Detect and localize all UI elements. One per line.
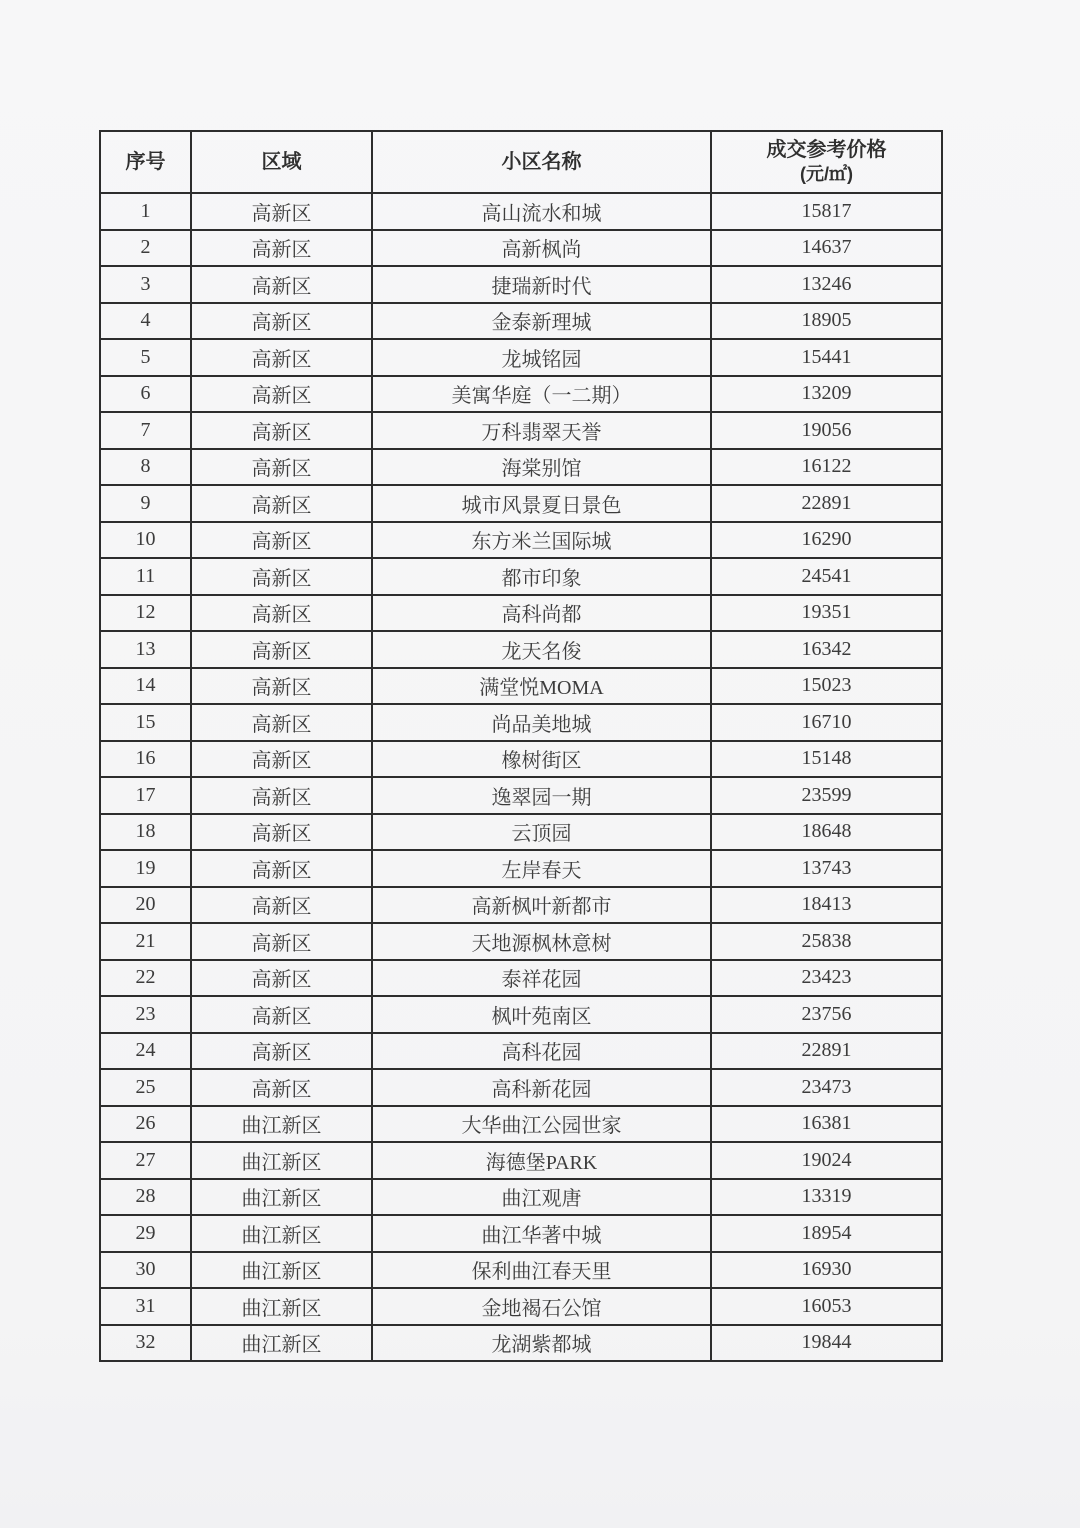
- cell-index: 13: [100, 631, 191, 668]
- cell-index: 30: [100, 1252, 191, 1289]
- table-row: [100, 777, 942, 814]
- cell-district: 高新区: [191, 1033, 372, 1070]
- cell-price: 19024: [711, 1142, 942, 1179]
- cell-price: 15441: [711, 339, 942, 376]
- cell-community: 橡树街区: [372, 741, 711, 778]
- cell-district: 曲江新区: [191, 1106, 372, 1143]
- cell-price: 18413: [711, 887, 942, 924]
- cell-price: 14637: [711, 230, 942, 267]
- table-body: [100, 193, 942, 1361]
- table-row: [100, 266, 942, 303]
- cell-district: 高新区: [191, 960, 372, 997]
- cell-index: 14: [100, 668, 191, 705]
- cell-community: 城市风景夏日景色: [372, 485, 711, 522]
- table-row: [100, 339, 942, 376]
- table-row: [100, 1069, 942, 1106]
- table-row: [100, 1288, 942, 1325]
- cell-community: 龙湖紫都城: [372, 1325, 711, 1362]
- cell-community: 保利曲江春天里: [372, 1252, 711, 1289]
- cell-index: 6: [100, 376, 191, 413]
- cell-district: 高新区: [191, 266, 372, 303]
- header-row: [100, 131, 942, 193]
- table-row: [100, 1142, 942, 1179]
- cell-index: 18: [100, 814, 191, 851]
- cell-community: 万科翡翠天誉: [372, 412, 711, 449]
- cell-price: 16342: [711, 631, 942, 668]
- cell-index: 12: [100, 595, 191, 632]
- cell-district: 高新区: [191, 339, 372, 376]
- cell-district: 高新区: [191, 303, 372, 340]
- cell-community: 满堂悦MOMA: [372, 668, 711, 705]
- table-row: [100, 704, 942, 741]
- cell-district: 高新区: [191, 485, 372, 522]
- cell-community: 龙天名俊: [372, 631, 711, 668]
- table-row: [100, 193, 942, 230]
- price-header-unit: (元/㎡): [800, 164, 853, 185]
- cell-index: 22: [100, 960, 191, 997]
- table-row: [100, 1106, 942, 1143]
- cell-price: 18648: [711, 814, 942, 851]
- cell-community: 都市印象: [372, 558, 711, 595]
- cell-price: 19844: [711, 1325, 942, 1362]
- col-header-district: 区域: [191, 131, 372, 193]
- table-row: [100, 960, 942, 997]
- cell-district: 曲江新区: [191, 1215, 372, 1252]
- cell-community: 高科尚都: [372, 595, 711, 632]
- table-row: [100, 1252, 942, 1289]
- cell-community: 左岸春天: [372, 850, 711, 887]
- cell-district: 高新区: [191, 850, 372, 887]
- cell-community: 高科花园: [372, 1033, 711, 1070]
- cell-district: 高新区: [191, 558, 372, 595]
- cell-community: 美寓华庭（一二期）: [372, 376, 711, 413]
- cell-index: 3: [100, 266, 191, 303]
- cell-index: 4: [100, 303, 191, 340]
- cell-community: 海棠别馆: [372, 449, 711, 486]
- table-row: [100, 412, 942, 449]
- cell-district: 高新区: [191, 777, 372, 814]
- cell-community: 高山流水和城: [372, 193, 711, 230]
- cell-district: 高新区: [191, 741, 372, 778]
- cell-community: 曲江观唐: [372, 1179, 711, 1216]
- cell-district: 曲江新区: [191, 1325, 372, 1362]
- table-row: [100, 1325, 942, 1362]
- cell-price: 16053: [711, 1288, 942, 1325]
- cell-price: 16710: [711, 704, 942, 741]
- cell-price: 15148: [711, 741, 942, 778]
- cell-district: 曲江新区: [191, 1252, 372, 1289]
- cell-index: 26: [100, 1106, 191, 1143]
- table-row: [100, 303, 942, 340]
- cell-district: 高新区: [191, 814, 372, 851]
- cell-community: 海德堡PARK: [372, 1142, 711, 1179]
- cell-price: 13743: [711, 850, 942, 887]
- cell-community: 金地褐石公馆: [372, 1288, 711, 1325]
- cell-price: 16290: [711, 522, 942, 559]
- cell-community: 曲江华著中城: [372, 1215, 711, 1252]
- cell-district: 高新区: [191, 668, 372, 705]
- cell-price: 22891: [711, 1033, 942, 1070]
- cell-price: 23423: [711, 960, 942, 997]
- cell-index: 29: [100, 1215, 191, 1252]
- cell-index: 16: [100, 741, 191, 778]
- table-row: [100, 558, 942, 595]
- cell-index: 10: [100, 522, 191, 559]
- cell-price: 25838: [711, 923, 942, 960]
- cell-price: 23473: [711, 1069, 942, 1106]
- cell-price: 24541: [711, 558, 942, 595]
- price-header-label: 成交参考价格: [766, 139, 887, 162]
- cell-index: 32: [100, 1325, 191, 1362]
- cell-district: 高新区: [191, 704, 372, 741]
- cell-community: 云顶园: [372, 814, 711, 851]
- table-row: [100, 996, 942, 1033]
- cell-index: 7: [100, 412, 191, 449]
- table-row: [100, 1179, 942, 1216]
- cell-district: 高新区: [191, 631, 372, 668]
- cell-index: 23: [100, 996, 191, 1033]
- cell-community: 大华曲江公园世家: [372, 1106, 711, 1143]
- cell-index: 11: [100, 558, 191, 595]
- col-header-price: [711, 131, 942, 193]
- cell-community: 高新枫叶新都市: [372, 887, 711, 924]
- cell-community: 龙城铭园: [372, 339, 711, 376]
- cell-price: 13246: [711, 266, 942, 303]
- cell-index: 1: [100, 193, 191, 230]
- table-row: [100, 923, 942, 960]
- table-row: [100, 1215, 942, 1252]
- cell-district: 高新区: [191, 923, 372, 960]
- cell-district: 高新区: [191, 376, 372, 413]
- cell-community: 捷瑞新时代: [372, 266, 711, 303]
- cell-price: 13319: [711, 1179, 942, 1216]
- cell-price: 18905: [711, 303, 942, 340]
- table-row: [100, 449, 942, 486]
- cell-index: 31: [100, 1288, 191, 1325]
- table-row: [100, 668, 942, 705]
- cell-price: 15817: [711, 193, 942, 230]
- cell-district: 高新区: [191, 996, 372, 1033]
- cell-price: 19351: [711, 595, 942, 632]
- cell-index: 17: [100, 777, 191, 814]
- table-row: [100, 1033, 942, 1070]
- table-row: [100, 595, 942, 632]
- cell-price: 13209: [711, 376, 942, 413]
- table-row: [100, 230, 942, 267]
- cell-community: 金泰新理城: [372, 303, 711, 340]
- cell-community: 泰祥花园: [372, 960, 711, 997]
- cell-community: 东方米兰国际城: [372, 522, 711, 559]
- col-header-community: 小区名称: [372, 131, 711, 193]
- table-row: [100, 485, 942, 522]
- cell-price: 19056: [711, 412, 942, 449]
- cell-district: 高新区: [191, 449, 372, 486]
- cell-price: 16381: [711, 1106, 942, 1143]
- cell-index: 5: [100, 339, 191, 376]
- cell-community: 高科新花园: [372, 1069, 711, 1106]
- table-row: [100, 814, 942, 851]
- cell-index: 2: [100, 230, 191, 267]
- cell-district: 曲江新区: [191, 1288, 372, 1325]
- table-row: [100, 631, 942, 668]
- cell-district: 高新区: [191, 230, 372, 267]
- table-row: [100, 850, 942, 887]
- cell-price: 16122: [711, 449, 942, 486]
- cell-price: 23756: [711, 996, 942, 1033]
- table-row: [100, 376, 942, 413]
- col-header-index: 序号: [100, 131, 191, 193]
- cell-district: 曲江新区: [191, 1179, 372, 1216]
- table-row: [100, 887, 942, 924]
- cell-index: 21: [100, 923, 191, 960]
- cell-community: 枫叶苑南区: [372, 996, 711, 1033]
- table-row: [100, 522, 942, 559]
- cell-district: 高新区: [191, 193, 372, 230]
- cell-index: 9: [100, 485, 191, 522]
- cell-community: 高新枫尚: [372, 230, 711, 267]
- cell-price: 16930: [711, 1252, 942, 1289]
- cell-district: 高新区: [191, 1069, 372, 1106]
- cell-price: 22891: [711, 485, 942, 522]
- cell-index: 20: [100, 887, 191, 924]
- cell-district: 高新区: [191, 887, 372, 924]
- cell-index: 24: [100, 1033, 191, 1070]
- price-table: [99, 130, 943, 1362]
- cell-index: 25: [100, 1069, 191, 1106]
- cell-community: 尚品美地城: [372, 704, 711, 741]
- cell-community: 逸翠园一期: [372, 777, 711, 814]
- cell-district: 高新区: [191, 522, 372, 559]
- cell-index: 8: [100, 449, 191, 486]
- cell-index: 27: [100, 1142, 191, 1179]
- cell-community: 天地源枫林意树: [372, 923, 711, 960]
- cell-district: 曲江新区: [191, 1142, 372, 1179]
- cell-price: 23599: [711, 777, 942, 814]
- cell-price: 18954: [711, 1215, 942, 1252]
- cell-price: 15023: [711, 668, 942, 705]
- table-row: [100, 741, 942, 778]
- cell-district: 高新区: [191, 412, 372, 449]
- cell-index: 19: [100, 850, 191, 887]
- cell-district: 高新区: [191, 595, 372, 632]
- cell-index: 15: [100, 704, 191, 741]
- cell-index: 28: [100, 1179, 191, 1216]
